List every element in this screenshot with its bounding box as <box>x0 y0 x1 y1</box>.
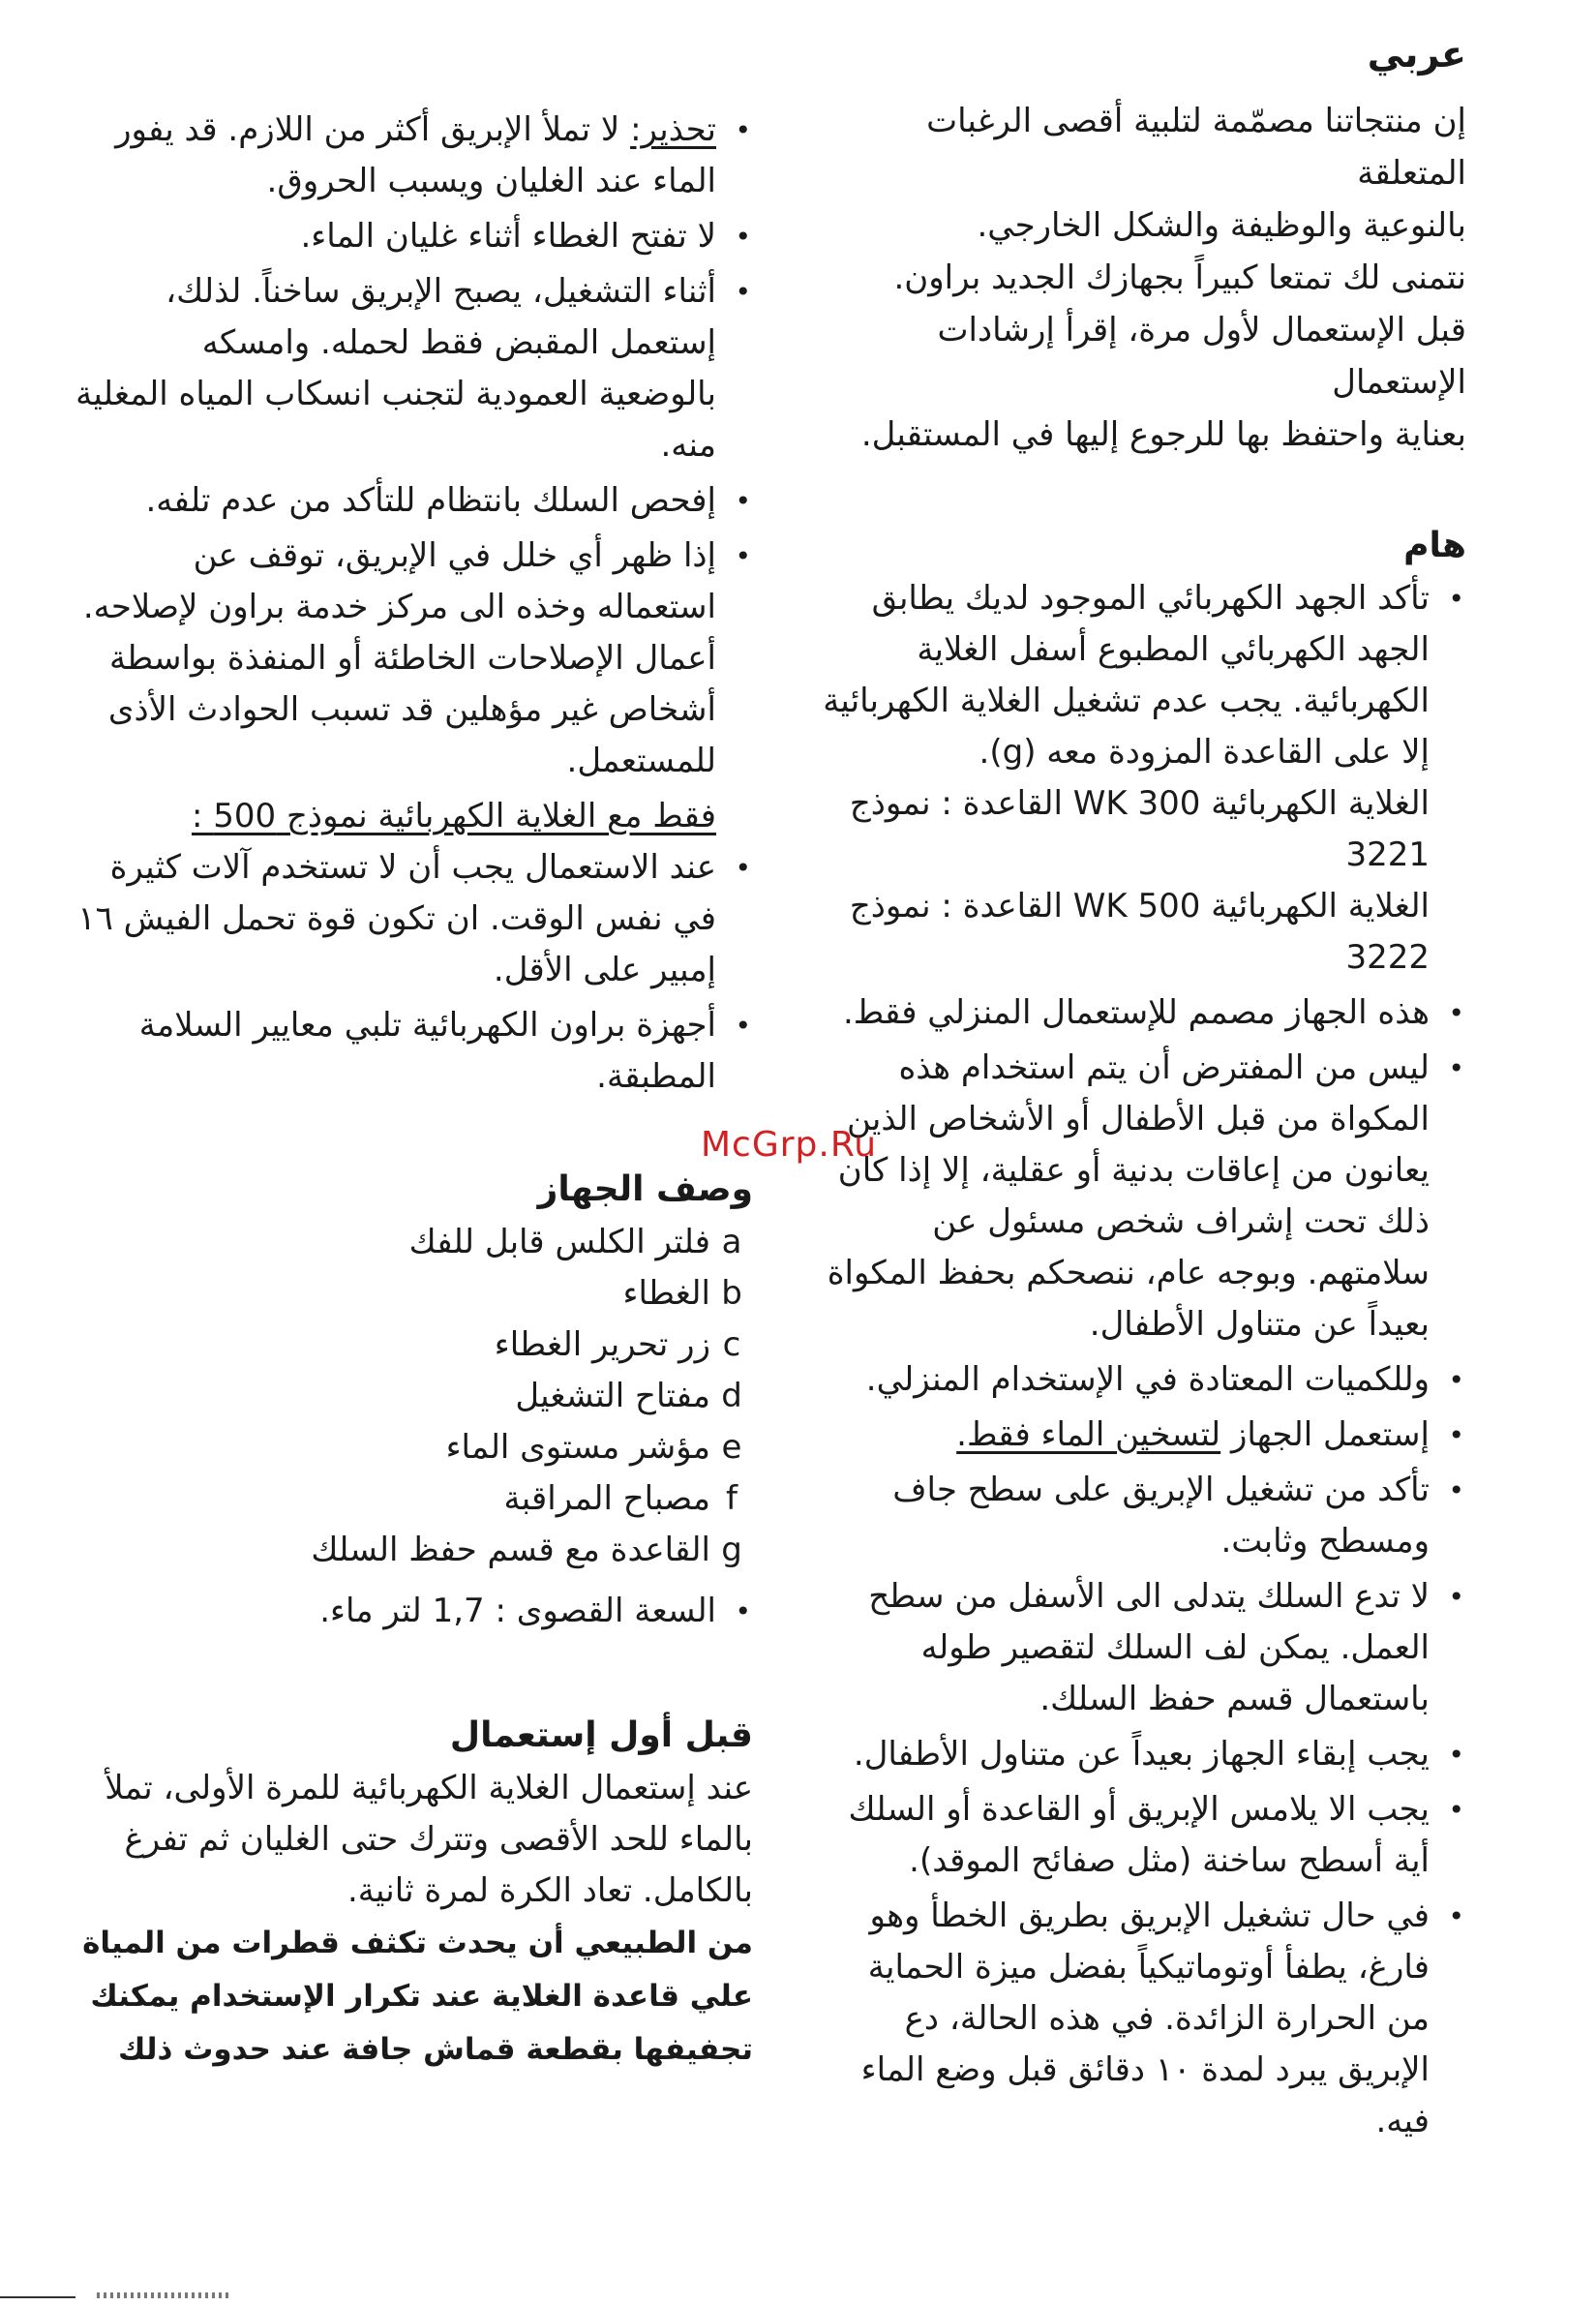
part-letter: f <box>726 1479 738 1518</box>
list-item: • أثناء التشغيل، يصبح الإبريق ساخناً. لذلك، إستعمل المقبض فقط لحمله. وامسكه بالوضعية العمودية لتجنب انسكاب المياه المغلية منه. <box>75 266 753 471</box>
list-item: • لا تدع السلك يتدلى الى الأسفل من سطح العمل. يمكن لف السلك لتقصير طوله باستعمال قسم حفظ السلك. <box>823 1571 1466 1725</box>
first-use-text: عند إستعمال الغلاية الكهربائية للمرة الأولى، تملأ بالماء للحد الأقصى وتترك حتى الغليان ثم تفرغ بالكامل. تعاد الكرة لمرة ثانية. <box>105 1769 753 1910</box>
voltage-note: تأكد الجهد الكهربائي الموجود لديك يطابق الجهد الكهربائي المطبوع أسفل الغلاية الكهربائية. يجب عدم تشغيل الغلاية الكهربائية إلا على القاعدة المزودة معه (g). <box>823 579 1430 772</box>
intro-line: نتمنى لك تمتعا كبيراً بجهازك الجديد براون. <box>893 258 1466 297</box>
right-column <box>823 27 1466 2151</box>
list-item: • تأكد من تشغيل الإبريق على سطح جاف ومسطح وثابت. <box>823 1465 1466 1567</box>
list-item: • إذا ظهر أي خلل في الإبريق، توقف عن استعماله وخذه الى مركز خدمة براون لإصلاحه. أعمال الإصلاحات الخاطئة أو المنفذة بواسطة أشخاص غير مؤهلين قد تسبب الحوادث الأذى للمستعمل. <box>75 531 753 787</box>
part-label: القاعدة مع قسم حفظ السلك <box>311 1531 710 1569</box>
important-list <box>823 573 1466 2147</box>
intro-line: بالنوعية والوظيفة والشكل الخارجي. <box>977 206 1466 245</box>
list-item <box>75 105 753 207</box>
warnings-list <box>75 105 753 787</box>
list-item: • لا تفتح الغطاء أثناء غليان الماء. <box>75 211 753 262</box>
watermark: McGrp.Ru <box>701 1125 878 1165</box>
part-label: الغطاء <box>622 1274 710 1313</box>
part-item <box>75 1371 753 1422</box>
intro <box>823 95 1466 461</box>
part-letter: c <box>722 1325 741 1364</box>
part-letter: e <box>721 1428 742 1467</box>
list-item: • في حال تشغيل الإبريق بطريق الخطأ وهو فارغ، يطفأ أوتوماتيكياً بفضل ميزة الحماية من الحرارة الزائدة. في هذه الحالة، دع الإبريق يبرد لمدة ١٠ دقائق قبل وضع الماء فيه. <box>823 1891 1466 2147</box>
left-column <box>75 105 753 2077</box>
important-heading: هام <box>1403 526 1466 565</box>
use-prefix: إستعمل الجهاز <box>1220 1415 1430 1454</box>
capacity-item: • السعة القصوى : 1,7 لتر ماء. <box>75 1586 753 1637</box>
warning-label: تحذير: <box>630 110 716 149</box>
capacity-list <box>75 1586 753 1637</box>
model-wk500: الغلاية الكهربائية WK 500 القاعدة : نموذج 3222 <box>849 887 1430 977</box>
warning-text: لا تملأ الإبريق أكثر من اللازم. قد يفور الماء عند الغليان ويسبب الحروق. <box>115 110 716 200</box>
list-item <box>823 1410 1466 1461</box>
list-item: • يجب إبقاء الجهاز بعيداً عن متناول الأطفال. <box>823 1729 1466 1780</box>
list-item: • ليس من المفترض أن يتم استخدام هذه المكواة من قبل الأطفال أو الأشخاص الذين يعانون من إعاقات بدنية أو عقلية، إلا إذا كان ذلك تحت إشراف شخص مسئول عن سلامتهم. وبوجه عام، ننصحكم بحفظ المكواة بعيداً عن متناول الأطفال. <box>823 1043 1466 1350</box>
part-letter: a <box>721 1223 742 1261</box>
part-label: مفتاح التشغيل <box>515 1377 710 1415</box>
use-underlined: لتسخين الماء فقط. <box>956 1415 1221 1454</box>
part-label: مصباح المراقبة <box>503 1479 710 1518</box>
intro-line: قبل الإستعمال لأول مرة، إقرأ إرشادات الإستعمال <box>937 311 1466 402</box>
part-item <box>75 1320 753 1371</box>
part-letter: d <box>721 1377 742 1415</box>
model-500-list <box>75 842 753 1103</box>
condensation-note: من الطبيعي أن يحدث تكثف قطرات من المياة علي قاعدة الغلاية عند تكرار الإستخدام يمكنك تجفيفها بقطعة قماش جافة عند حدوث ذلك <box>82 1926 753 2067</box>
part-letter: b <box>721 1274 742 1313</box>
language-title: عربي <box>1367 33 1466 76</box>
intro-line: بعناية واحتفظ بها للرجوع إليها في المستقبل. <box>860 415 1466 454</box>
model-wk300: الغلاية الكهربائية WK 300 القاعدة : نموذج 3221 <box>849 784 1430 874</box>
list-item: • وللكميات المعتادة في الإستخدام المنزلي. <box>823 1354 1466 1406</box>
part-item <box>75 1525 753 1576</box>
part-item <box>75 1473 753 1525</box>
model-500-heading: فقط مع الغلاية الكهربائية نموذج 500 : <box>192 797 716 835</box>
part-label: مؤشر مستوى الماء <box>445 1428 710 1467</box>
footer-rule <box>0 2296 75 2298</box>
part-label: فلتر الكلس قابل للفك <box>408 1223 710 1261</box>
list-item: • عند الاستعمال يجب أن لا تستخدم آلات كثيرة في نفس الوقت. ان تكون قوة تحمل الفيش ١٦ إمبير على الأقل. <box>75 842 753 996</box>
part-item <box>75 1217 753 1268</box>
first-use-heading: قبل أول إستعمال <box>449 1715 753 1755</box>
part-item <box>75 1268 753 1320</box>
list-item: • يجب الا يلامس الإبريق أو القاعدة أو السلك أية أسطح ساخنة (مثل صفائح الموقد). <box>823 1784 1466 1887</box>
part-item <box>75 1422 753 1473</box>
parts-list <box>75 1217 753 1576</box>
part-letter: g <box>721 1531 742 1569</box>
list-item <box>823 573 1466 984</box>
part-label: زر تحرير الغطاء <box>494 1325 710 1364</box>
list-item: • هذه الجهاز مصمم للإستعمال المنزلي فقط. <box>823 987 1466 1039</box>
intro-line: إن منتجاتنا مصمّمة لتلبية أقصى الرغبات المتعلقة <box>926 102 1466 193</box>
list-item: • إفحص السلك بانتظام للتأكد من عدم تلفه. <box>75 475 753 527</box>
footer-marks <box>97 2292 232 2298</box>
description-heading: وصف الجهاز <box>537 1169 753 1209</box>
list-item: • أجهزة براون الكهربائية تلبي معايير السلامة المطبقة. <box>75 1000 753 1103</box>
